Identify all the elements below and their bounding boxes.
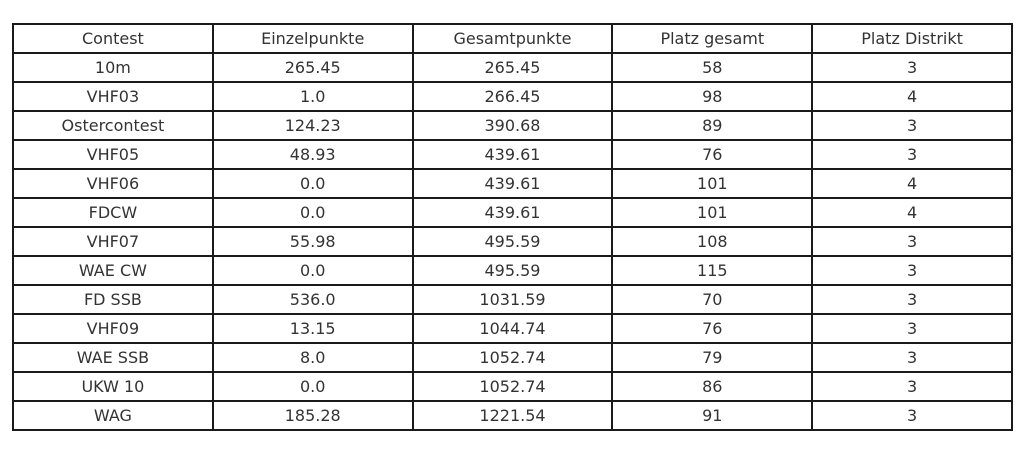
cell-platz-gesamt: 86 bbox=[612, 372, 812, 401]
cell-contest: UKW 10 bbox=[13, 372, 213, 401]
cell-platz-distrikt: 3 bbox=[812, 343, 1012, 372]
cell-gesamtpunkte: 1221.54 bbox=[413, 401, 613, 430]
cell-platz-gesamt: 101 bbox=[612, 198, 812, 227]
table-row bbox=[13, 343, 1012, 372]
cell-contest: FD SSB bbox=[13, 285, 213, 314]
cell-platz-distrikt: 3 bbox=[812, 227, 1012, 256]
cell-contest: WAE SSB bbox=[13, 343, 213, 372]
cell-platz-distrikt: 3 bbox=[812, 401, 1012, 430]
cell-gesamtpunkte: 1044.74 bbox=[413, 314, 613, 343]
cell-einzelpunkte: 124.23 bbox=[213, 111, 413, 140]
cell-platz-distrikt: 4 bbox=[812, 169, 1012, 198]
table-row bbox=[13, 256, 1012, 285]
cell-platz-gesamt: 79 bbox=[612, 343, 812, 372]
cell-gesamtpunkte: 1052.74 bbox=[413, 343, 613, 372]
cell-gesamtpunkte: 439.61 bbox=[413, 169, 613, 198]
cell-platz-distrikt: 3 bbox=[812, 285, 1012, 314]
cell-einzelpunkte: 48.93 bbox=[213, 140, 413, 169]
cell-platz-distrikt: 3 bbox=[812, 53, 1012, 82]
cell-gesamtpunkte: 439.61 bbox=[413, 198, 613, 227]
cell-gesamtpunkte: 390.68 bbox=[413, 111, 613, 140]
header-einzelpunkte: Einzelpunkte bbox=[213, 24, 413, 53]
cell-contest: WAE CW bbox=[13, 256, 213, 285]
table-row bbox=[13, 82, 1012, 111]
cell-platz-gesamt: 76 bbox=[612, 140, 812, 169]
table-row bbox=[13, 53, 1012, 82]
cell-platz-gesamt: 58 bbox=[612, 53, 812, 82]
cell-platz-gesamt: 115 bbox=[612, 256, 812, 285]
contest-results-table bbox=[12, 23, 1013, 431]
header-gesamtpunkte: Gesamtpunkte bbox=[413, 24, 613, 53]
cell-contest: VHF05 bbox=[13, 140, 213, 169]
cell-platz-distrikt: 3 bbox=[812, 372, 1012, 401]
cell-gesamtpunkte: 495.59 bbox=[413, 227, 613, 256]
table-row bbox=[13, 401, 1012, 430]
table-row bbox=[13, 285, 1012, 314]
cell-platz-distrikt: 3 bbox=[812, 256, 1012, 285]
cell-gesamtpunkte: 266.45 bbox=[413, 82, 613, 111]
table-row bbox=[13, 227, 1012, 256]
cell-contest: 10m bbox=[13, 53, 213, 82]
contest-results-container bbox=[12, 23, 1011, 431]
cell-platz-distrikt: 3 bbox=[812, 314, 1012, 343]
cell-einzelpunkte: 13.15 bbox=[213, 314, 413, 343]
header-platz-distrikt: Platz Distrikt bbox=[812, 24, 1012, 53]
cell-contest: VHF07 bbox=[13, 227, 213, 256]
table-body bbox=[13, 53, 1012, 430]
cell-contest: WAG bbox=[13, 401, 213, 430]
cell-gesamtpunkte: 1031.59 bbox=[413, 285, 613, 314]
cell-einzelpunkte: 536.0 bbox=[213, 285, 413, 314]
cell-einzelpunkte: 8.0 bbox=[213, 343, 413, 372]
cell-einzelpunkte: 265.45 bbox=[213, 53, 413, 82]
cell-contest: Ostercontest bbox=[13, 111, 213, 140]
cell-einzelpunkte: 185.28 bbox=[213, 401, 413, 430]
cell-platz-gesamt: 101 bbox=[612, 169, 812, 198]
cell-einzelpunkte: 0.0 bbox=[213, 198, 413, 227]
table-row bbox=[13, 140, 1012, 169]
table-header-row bbox=[13, 24, 1012, 53]
cell-platz-gesamt: 108 bbox=[612, 227, 812, 256]
cell-gesamtpunkte: 265.45 bbox=[413, 53, 613, 82]
cell-platz-distrikt: 4 bbox=[812, 198, 1012, 227]
cell-platz-distrikt: 3 bbox=[812, 140, 1012, 169]
header-contest: Contest bbox=[13, 24, 213, 53]
cell-einzelpunkte: 0.0 bbox=[213, 372, 413, 401]
cell-gesamtpunkte: 495.59 bbox=[413, 256, 613, 285]
table-row bbox=[13, 372, 1012, 401]
cell-gesamtpunkte: 439.61 bbox=[413, 140, 613, 169]
cell-contest: VHF03 bbox=[13, 82, 213, 111]
cell-platz-gesamt: 98 bbox=[612, 82, 812, 111]
cell-platz-gesamt: 89 bbox=[612, 111, 812, 140]
cell-gesamtpunkte: 1052.74 bbox=[413, 372, 613, 401]
cell-einzelpunkte: 0.0 bbox=[213, 256, 413, 285]
cell-platz-gesamt: 76 bbox=[612, 314, 812, 343]
cell-platz-gesamt: 70 bbox=[612, 285, 812, 314]
table-row bbox=[13, 111, 1012, 140]
cell-platz-gesamt: 91 bbox=[612, 401, 812, 430]
table-row bbox=[13, 169, 1012, 198]
cell-contest: FDCW bbox=[13, 198, 213, 227]
cell-einzelpunkte: 0.0 bbox=[213, 169, 413, 198]
cell-platz-distrikt: 4 bbox=[812, 82, 1012, 111]
table-row bbox=[13, 198, 1012, 227]
cell-contest: VHF06 bbox=[13, 169, 213, 198]
cell-contest: VHF09 bbox=[13, 314, 213, 343]
header-platz-gesamt: Platz gesamt bbox=[612, 24, 812, 53]
cell-einzelpunkte: 1.0 bbox=[213, 82, 413, 111]
cell-platz-distrikt: 3 bbox=[812, 111, 1012, 140]
cell-einzelpunkte: 55.98 bbox=[213, 227, 413, 256]
table-row bbox=[13, 314, 1012, 343]
